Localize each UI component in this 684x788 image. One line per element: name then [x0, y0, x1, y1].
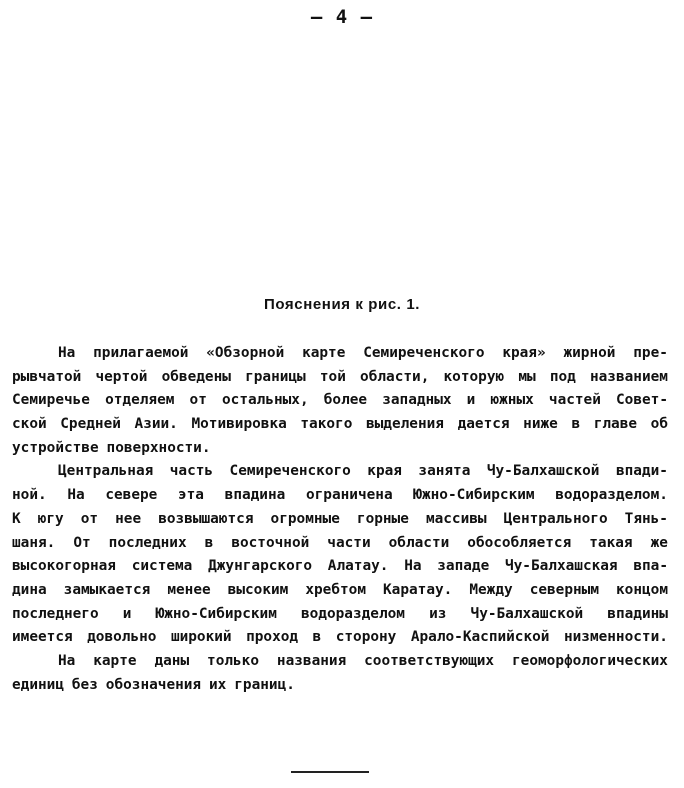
paragraph: [12, 460, 668, 650]
page-number: — 4 —: [310, 6, 374, 28]
figure-caption-heading: Пояснения к рис. 1.: [263, 296, 421, 313]
end-divider: [291, 771, 369, 773]
text-line: шаня. От последних в восточной части области обособляется такая же: [12, 534, 668, 551]
text-line: Центральная часть Семиреченского края занята Чу-Балхашской впади-: [58, 463, 668, 480]
text-line: устройстве поверхности.: [12, 439, 211, 456]
text-line: высокогорная система Джунгарского Алатау. На западе Чу-Балхашская впа-: [12, 558, 668, 575]
text-line: ной. На севере эта впадина ограничена Южно-Сибирским водоразделом.: [12, 487, 668, 504]
text-line: последнего и Южно-Сибирским водоразделом из Чу-Балхашской впадины: [12, 605, 668, 622]
text-line: единиц без обозначения их границ.: [12, 676, 295, 693]
text-line: Семиречье отделяем от остальных, более западных и южных частей Совет-: [12, 392, 668, 409]
text-line: ской Средней Азии. Мотивировка такого выделения дается ниже в главе об: [12, 416, 668, 433]
text-line: рывчатой чертой обведены границы той области, которую мы под названием: [12, 368, 668, 385]
text-line: На прилагаемой «Обзорной карте Семиреченского края» жирной пре-: [58, 345, 668, 361]
text-line: К югу от нее возвышаются огромные горные массивы Центрального Тянь-: [12, 510, 668, 527]
paragraph: [12, 650, 668, 697]
body-text: [12, 342, 668, 697]
text-line: имеется довольно широкий проход в сторону Арало-Каспийской низменности.: [12, 629, 668, 646]
text-line: На карте даны только названия соответствующих геоморфологических: [58, 652, 668, 669]
paragraph: [12, 342, 668, 460]
text-line: дина замыкается менее высоким хребтом Каратау. Между северным концом: [12, 581, 668, 598]
